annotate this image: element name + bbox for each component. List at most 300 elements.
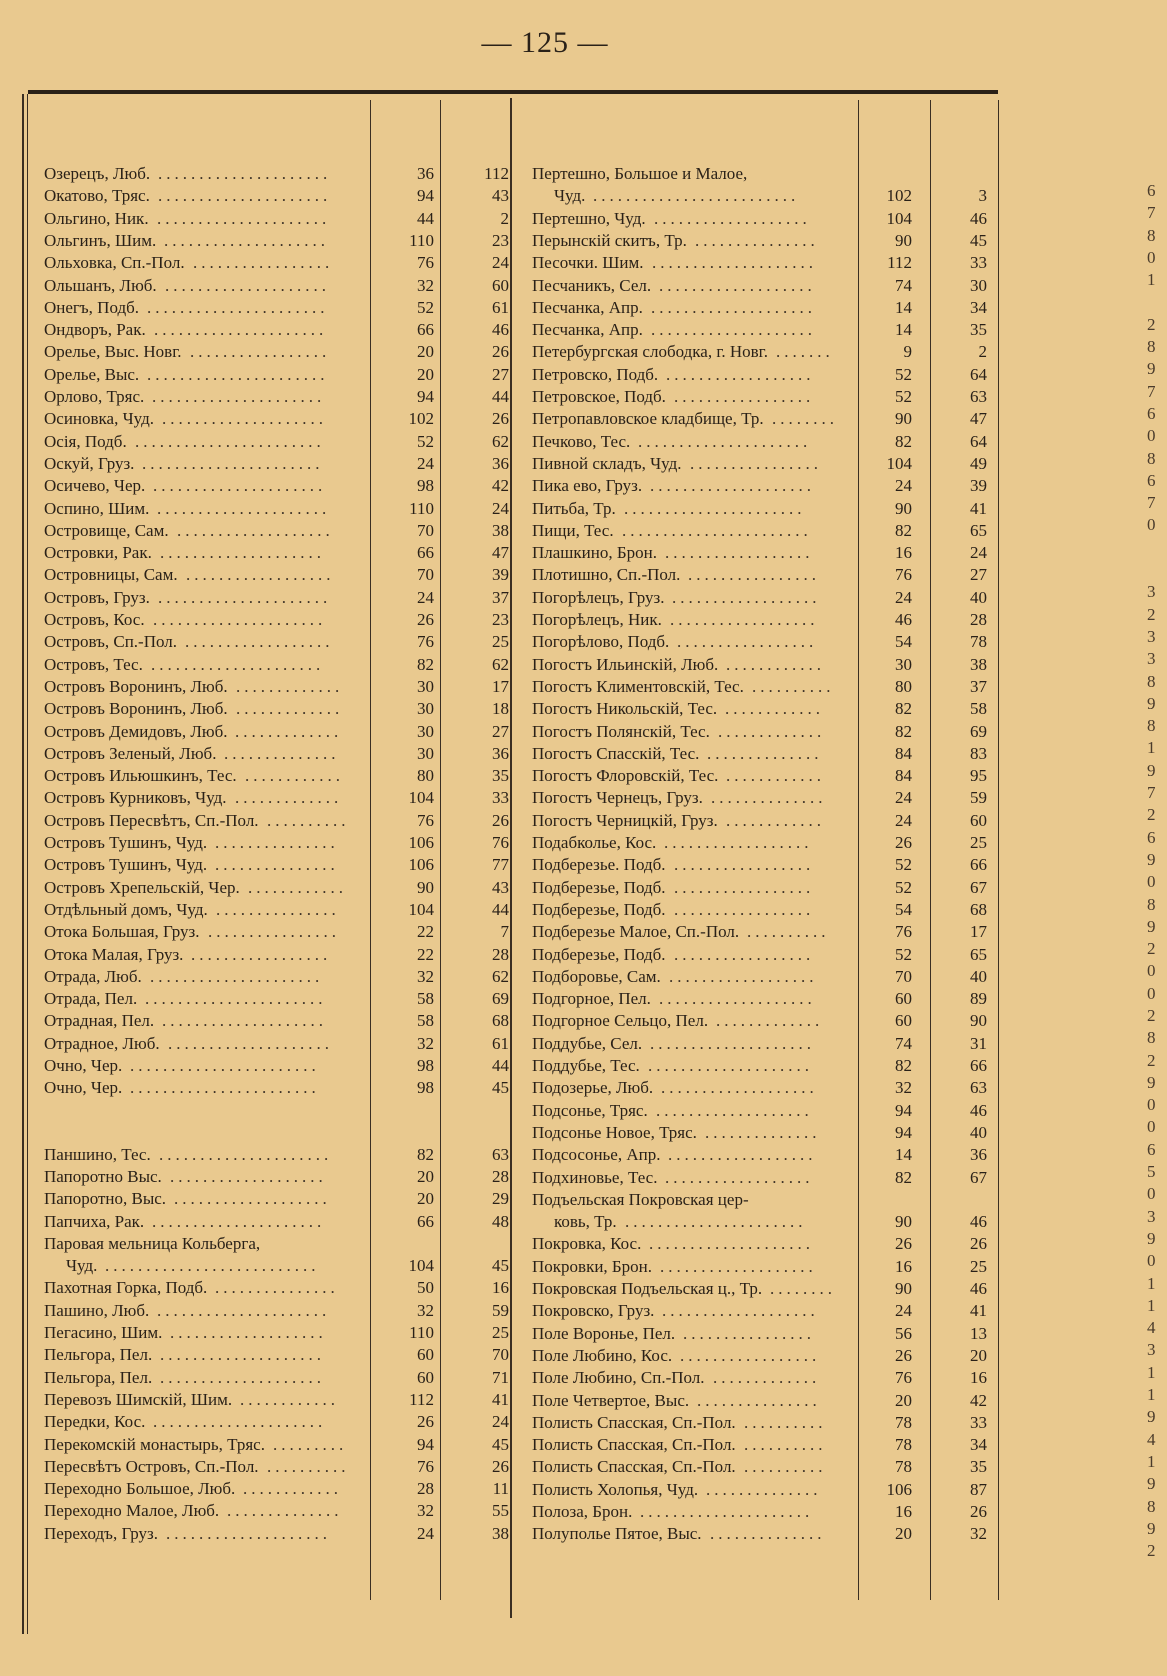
entry-name: Поле Любино, Сп.-Пол. [532,1368,705,1388]
entry-name: Песчанка, Апр. [532,297,643,317]
entry-column-1: 24 [417,1523,434,1543]
margin-digit: 9 [1147,849,1156,869]
entry-column-1: 80 [895,676,912,696]
entry-column-1: 94 [895,1100,912,1120]
entry-name: ковь, Тр. [554,1212,617,1232]
index-entry [532,944,992,966]
margin-digit: 7 [1147,783,1156,803]
margin-digit: 1 [1147,1385,1156,1405]
leader-dots: .................. [665,1167,814,1187]
index-entry [44,1077,509,1099]
entry-column-2: 38 [970,654,987,674]
margin-digit: 5 [1147,1162,1156,1182]
entry-column-2: 24 [492,498,509,518]
entry-column-1: 110 [409,230,434,250]
index-entry [532,743,992,765]
index-entry [44,1166,509,1188]
entry-column-2: 63 [492,1144,509,1164]
entry-column-1: 22 [417,944,434,964]
index-entry [44,1010,509,1032]
entry-column-2: 44 [492,899,509,919]
index-entry [44,1367,509,1389]
entry-column-1: 60 [417,1367,434,1387]
leader-dots: ................... [661,1078,818,1098]
top-rule [28,90,998,94]
leader-dots: .................... [166,1523,331,1543]
leader-dots: ................. [193,253,334,273]
margin-digit: 4 [1147,1318,1156,1338]
margin-digit: 6 [1147,181,1156,200]
entry-name: Осія, Подб. [44,431,127,451]
entry-name: Подсосонье, Апр. [532,1145,661,1165]
entry-column-2: 39 [492,565,509,585]
entry-name: Перынскій скитъ, Тр. [532,230,687,250]
entry-column-1: 58 [417,989,434,1009]
index-entry [44,564,509,586]
entry-name: Погостъ Полянскій, Тес. [532,721,710,741]
entry-column-2: 27 [492,721,509,741]
entry-column-2: 24 [492,1412,509,1432]
entry-name: Озерецъ, Люб. [44,164,151,183]
entry-column-2: 90 [970,1011,987,1031]
leader-dots: ..................... [150,966,324,986]
index-entry [44,1188,509,1210]
leader-dots: ..................... [154,320,328,340]
index-entry [44,988,509,1010]
entry-column-2: 24 [492,253,509,273]
entry-column-2: 11 [492,1479,509,1499]
entry-name: Пищи, Тес. [532,520,614,540]
entry-column-2: 46 [970,1212,987,1232]
leader-dots: ............. [235,788,343,808]
entry-name: Петровское, Подб. [532,387,666,406]
entry-name: Островницы, Сам. [44,565,178,585]
leader-dots: .......... [747,922,830,942]
margin-digit: 3 [1147,582,1156,602]
index-entry [44,1144,509,1166]
entry-name: Погостъ Никольскій, Тес. [532,699,718,719]
entry-column-1: 60 [417,1345,434,1365]
leader-dots: .......... [267,1456,350,1476]
entry-name: Полисть Спасская, Сп.-Пол. [532,1457,736,1477]
entry-column-2: 78 [970,632,987,652]
entry-column-1: 104 [886,208,912,228]
leader-dots: .............. [224,743,340,763]
entry-column-2: 25 [970,833,987,852]
leader-dots: .................. [664,833,813,852]
index-entry [44,1344,509,1366]
entry-column-1: 52 [895,877,912,897]
entry-column-1: 54 [895,899,912,919]
entry-column-1: 26 [417,1412,434,1432]
entry-column-2: 47 [970,409,987,429]
leader-dots: ..................... [157,1300,331,1320]
index-entry [532,609,992,631]
index-entry [44,631,509,653]
entry-name: Пивной складъ, Чуд. [532,453,682,473]
entry-column-2: 27 [492,364,509,384]
margin-digit [1147,537,1167,559]
entry-name: Пересвѣтъ Островъ, Сп.-Пол. [44,1456,259,1476]
margin-digit: 0 [1147,1251,1156,1271]
margin-digit: 7 [1147,493,1156,513]
index-entry [44,275,509,297]
index-entry [532,721,992,743]
entry-column-2: 65 [970,520,987,540]
entry-name: Поле Воронье, Пел. [532,1323,676,1343]
index-entry [532,252,992,274]
leader-dots: .................... [650,1033,815,1053]
index-entry [532,1523,992,1545]
entry-column-2: 43 [492,877,509,897]
leader-dots: .................... [651,320,816,340]
index-entry [532,1167,992,1189]
entry-column-2: 26 [970,1234,987,1254]
entry-column-2: 20 [970,1345,987,1365]
entry-column-2: 41 [970,1301,987,1321]
entry-name: Переходно Малое, Люб. [44,1501,220,1521]
leader-dots: .......... [267,810,350,830]
entry-column-2: 70 [492,1345,509,1365]
entry-name: Пертешно, Большое и Малое, [532,164,748,183]
entry-column-2: 26 [492,1456,509,1476]
leader-dots: ................. [674,899,815,919]
entry-column-1: 54 [895,632,912,652]
index-entry [532,1456,992,1478]
entry-column-1: 24 [895,587,912,607]
entry-name: Поле Любино, Кос. [532,1345,673,1365]
index-entry [44,431,509,453]
leader-dots: ................ [683,1323,815,1343]
entry-column-1: 106 [408,833,434,852]
entry-column-1: 32 [895,1078,912,1098]
leader-dots: ............. [235,721,343,741]
margin-digit: 6 [1147,1139,1156,1159]
left-border-line-inner [27,94,28,1634]
entry-column-2: 36 [492,453,509,473]
entry-name: Островки, Рак. [44,543,152,563]
entry-name: Пика ево, Груз. [532,476,643,496]
entry-column-2: 67 [970,1167,987,1187]
entry-name: Петербургская слободка, г. Новг. [532,342,768,362]
index-entry [532,988,992,1010]
index-entry [44,877,509,899]
entry-column-2: 83 [970,743,987,763]
entry-column-2: 34 [970,1435,987,1455]
entry-name: Полисть Спасская, Сп.-Пол. [532,1435,736,1455]
entry-column-1: 46 [895,610,912,629]
entry-column-1: 26 [417,610,434,629]
index-entry [44,230,509,252]
index-entry [532,1144,992,1166]
margin-digit: 9 [1147,359,1156,379]
center-divider [510,98,512,1618]
entry-column-2: 18 [492,699,509,719]
entry-column-1: 50 [417,1278,434,1298]
index-entry [44,1411,509,1433]
leader-dots: ................. [674,944,815,964]
entry-column-2: 45 [970,230,987,250]
leader-dots: .................. [669,966,818,986]
entry-column-2: 59 [492,1300,509,1320]
entry-column-1: 60 [895,989,912,1009]
entry-column-2: 68 [492,1011,509,1031]
entry-name: Погорѣлово, Подб. [532,632,670,652]
index-entry [532,1033,992,1055]
entry-column-2: 37 [492,587,509,607]
leader-dots: ........ [772,409,838,429]
leader-dots: .............. [705,1122,821,1142]
entry-column-1: 26 [895,1234,912,1254]
entry-column-2: 25 [492,632,509,652]
entry-name: Покровско, Груз. [532,1301,655,1321]
leader-dots: ............ [726,766,825,786]
entry-column-2: 24 [970,543,987,563]
entry-name: Подсонье, Тряс. [532,1100,648,1120]
entry-name: Ольгинъ, Шим. [44,230,157,250]
leader-dots: ............ [248,877,347,897]
leader-dots: .................. [186,565,335,585]
entry-name: Орелье, Выс. [44,364,140,384]
entry-column-2: 60 [492,275,509,295]
margin-digit: 0 [1147,872,1156,892]
leader-dots: ............. [236,676,344,696]
index-entry [532,787,992,809]
entry-name: Паншино, Тес. [44,1144,151,1164]
entry-column-1: 78 [895,1412,912,1432]
entry-column-2: 33 [492,788,509,808]
entry-column-1: 104 [886,453,912,473]
entry-column-1: 98 [417,476,434,496]
entry-name: Орелье, Выс. Новг. [44,342,182,362]
entry-column-1: 32 [417,1300,434,1320]
entry-column-2: 26 [970,1502,987,1521]
index-entry [44,297,509,319]
margin-digit: 7 [1147,381,1156,401]
entry-column-1: 52 [417,297,434,317]
entry-name: Поддубье, Тес. [532,1056,640,1075]
margin-digit: 0 [1147,1095,1156,1115]
index-entry [532,341,992,363]
margin-digit: 9 [1147,693,1156,713]
entry-column-1: 76 [895,922,912,942]
leader-dots: ................. [677,632,818,652]
entry-name: Островъ, Груз. [44,587,150,607]
leader-dots: ............ [726,654,825,674]
entry-name: Папчиха, Рак. [44,1211,145,1231]
entry-column-1: 82 [895,1056,912,1075]
entry-column-1: 66 [417,1211,434,1231]
index-entry [532,364,992,386]
entry-column-1: 24 [895,476,912,496]
leader-dots: .......................... [105,1256,320,1276]
leader-dots: ................. [190,342,331,362]
entry-name: Ондворъ, Рак. [44,320,146,340]
index-entry [44,899,509,921]
entry-column-1: 90 [895,1279,912,1298]
entry-name: Подабколье, Кос. [532,833,657,852]
leader-dots: ................ [688,565,820,585]
entry-column-2: 45 [492,1434,509,1454]
entry-name: Подборовье, Сам. [532,966,661,986]
entry-name: Орлово, Тряс. [44,387,145,406]
entry-name: Пельгора, Пел. [44,1367,153,1387]
index-entry [532,1122,992,1144]
entry-column-2: 26 [492,409,509,429]
leader-dots: .................... [652,253,817,273]
entry-column-2: 41 [492,1389,509,1409]
entry-column-1: 84 [895,766,912,786]
leader-dots: ................... [662,1301,819,1321]
entry-column-2: 61 [492,297,509,317]
entry-name: Чуд. [66,1256,98,1276]
leader-dots: .................. [670,610,819,629]
index-entry [532,1211,992,1233]
entry-column-1: 78 [895,1435,912,1455]
leader-dots: ......... [273,1434,348,1454]
entry-column-2: 42 [492,476,509,496]
leader-dots: .................... [160,1367,325,1387]
leader-dots: ............. [236,699,344,719]
leader-dots: .............. [706,1479,822,1499]
margin-digit: 9 [1147,916,1156,936]
entry-column-2: 60 [970,810,987,830]
entry-column-2: 26 [492,342,509,362]
entry-name: Полисть Холопья, Чуд. [532,1479,699,1499]
entry-column-1: 82 [895,520,912,540]
entry-name: Отдѣльный домъ, Чуд. [44,899,208,919]
leader-dots: ............ [243,1479,342,1499]
entry-column-2: 7 [500,922,509,942]
index-entry [44,520,509,542]
margin-digit: 0 [1147,247,1156,267]
leader-dots: ...................... [624,498,806,518]
index-entry [532,1412,992,1434]
entry-name: Погостъ Чернецъ, Груз. [532,788,703,808]
entry-column-2: 62 [492,966,509,986]
entry-column-1: 74 [895,275,912,295]
leader-dots: ................... [659,989,816,1009]
entry-column-2: 42 [970,1390,987,1410]
entry-column-1: 30 [417,743,434,763]
entry-column-2: 37 [970,676,987,696]
entry-column-2: 33 [970,253,987,273]
index-entry [44,386,509,408]
leader-dots: ............. [713,1368,821,1388]
leader-dots: ....................... [135,431,325,451]
leader-dots: ...................... [147,364,329,384]
entry-name: Подберезье Малое, Сп.-Пол. [532,922,740,942]
entry-column-2: 45 [492,1256,509,1276]
margin-digit: 8 [1147,337,1156,357]
entry-column-2: 29 [492,1189,509,1209]
entry-column-1: 70 [417,565,434,585]
index-entry [44,854,509,876]
entry-column-1: 104 [408,1256,434,1276]
leader-dots: ..................... [158,587,332,607]
entry-column-1: 76 [417,253,434,273]
leader-dots: ..................... [153,610,327,629]
entry-column-1: 28 [417,1479,434,1499]
entry-column-1: 82 [895,721,912,741]
leader-dots: .................... [164,230,329,250]
entry-column-2: 35 [970,1457,987,1477]
entry-column-2: 46 [970,208,987,228]
entry-name: Погостъ Флоровскій, Тес. [532,766,719,786]
entry-column-1: 78 [895,1457,912,1477]
entry-column-2: 28 [492,1166,509,1186]
entry-name: Очно, Чер. [44,1056,123,1075]
leader-dots: .................... [168,1033,333,1053]
entry-column-2: 28 [492,944,509,964]
entry-column-2: 39 [970,476,987,496]
index-entry [44,921,509,943]
entry-column-2: 66 [970,1056,987,1075]
margin-digit: 8 [1147,225,1156,245]
entry-column-1: 52 [895,944,912,964]
leader-dots: .......... [752,676,835,696]
index-entry [44,1456,509,1478]
margin-digit: 1 [1147,1273,1156,1293]
leader-dots: ............... [215,833,339,852]
leader-dots: ...................... [147,297,329,317]
entry-name: Поддубье, Сел. [532,1033,643,1053]
entry-name: Островъ Курниковъ, Чуд. [44,788,227,808]
entry-column-1: 24 [895,1301,912,1321]
entry-column-2: 17 [970,922,987,942]
index-entry [44,810,509,832]
entry-column-1: 82 [895,431,912,451]
index-entry [532,520,992,542]
margin-digit [1147,559,1167,581]
entry-column-2: 63 [970,387,987,406]
entry-name: Островъ Воронинъ, Люб. [44,699,228,719]
entry-name: Чуд. [554,186,586,206]
entry-name: Покровка, Кос. [532,1234,642,1254]
margin-digit: 2 [1147,314,1156,334]
leader-dots: .................... [648,1056,813,1075]
entry-column-2: 40 [970,587,987,607]
index-entry [44,1500,509,1522]
entry-column-1: 26 [895,833,912,852]
margin-digit: 9 [1147,760,1156,780]
entry-column-1: 58 [417,1011,434,1031]
entry-column-2: 36 [970,1145,987,1165]
entry-column-1: 60 [895,1011,912,1031]
entry-name: Петропавловское кладбище, Тр. [532,409,764,429]
index-entry [532,832,992,854]
entry-column-2: 87 [970,1479,987,1499]
entry-column-2: 23 [492,230,509,250]
margin-digit: 6 [1147,827,1156,847]
entry-name: Передки, Кос. [44,1412,146,1432]
index-entry [44,765,509,787]
entry-column-1: 110 [409,1323,434,1342]
entry-column-1: 90 [895,1212,912,1232]
index-entry [532,1100,992,1122]
leader-dots: ....................... [130,1078,320,1098]
leader-dots: ............ [240,1389,339,1409]
leader-dots: ..................... [158,186,332,206]
entry-column-2: 13 [970,1323,987,1343]
entry-name: Погостъ Ильинскій, Люб. [532,654,719,674]
leader-dots: ..................... [157,208,331,228]
leader-dots: ..................... [159,1144,333,1164]
entry-column-1: 30 [417,676,434,696]
entry-column-1: 16 [895,1502,912,1521]
index-entry [532,185,992,207]
entry-column-1: 76 [895,1368,912,1388]
